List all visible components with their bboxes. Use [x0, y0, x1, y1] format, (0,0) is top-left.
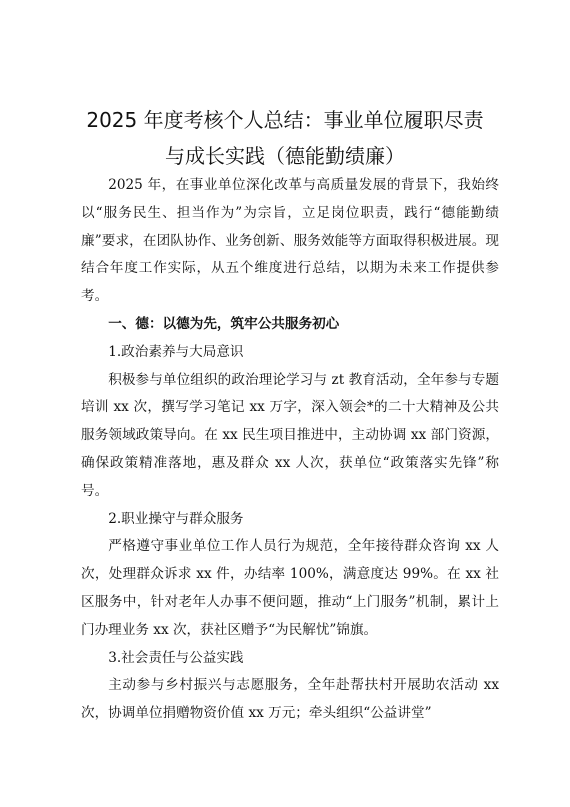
paragraph-social-responsibility: 主动参与乡村振兴与志愿服务，全年赴帮扶村开展助农活动 xx 次，协调单位捐赠物资价值 xx 万元；牵头组织“公益讲堂”	[81, 677, 499, 722]
intro-paragraph: 2025 年，在事业单位深化改革与高质量发展的背景下，我始终以“服务民生、担当作为”为宗旨，立足岗位职责，践行“德能勤绩廉”要求，在团队协作、业务创新、服务效能等方面取得积极进展。现结合年度工作实际，从五个维度进行总结，以期为未来工作提供参考。	[81, 177, 499, 305]
section-heading-virtue: 一、德：以德为先，筑牢公共服务初心	[108, 315, 340, 332]
document-title-line-2: 与成长实践（德能勤绩廉）	[165, 144, 405, 168]
paragraph-professional-ethics: 严格遵守事业单位工作人员行为规范，全年接待群众咨询 xx 人次，处理群众诉求 xx 件，办结率 100%，满意度达 99%。在 xx 社区服务中，针对老年人办事不便问题，推动“上门服务”机制，累计上门办理业务 xx 次，获社区赠予“为民解忧”锦旗。	[81, 538, 499, 638]
subheading-professional-ethics: 2.职业操守与群众服务	[108, 510, 244, 527]
subheading-social-responsibility: 3.社会责任与公益实践	[108, 649, 244, 666]
subheading-political-literacy: 1.政治素养与大局意识	[108, 343, 244, 360]
document-body	[81, 172, 499, 728]
paragraph-political-literacy: 积极参与单位组织的政治理论学习与 zt 教育活动，全年参与专题培训 xx 次，撰写学习笔记 xx 万字，深入领会*的二十大精神及公共服务领域政策导向。在 xx 民生项目推进中，主动协调 xx 部门资源，确保政策精准落地，惠及群众 xx 人次，获单位“政策落实先锋”称号。	[81, 371, 499, 499]
document-title-line-1: 2025 年度考核个人总结：事业单位履职尽责	[86, 108, 484, 132]
